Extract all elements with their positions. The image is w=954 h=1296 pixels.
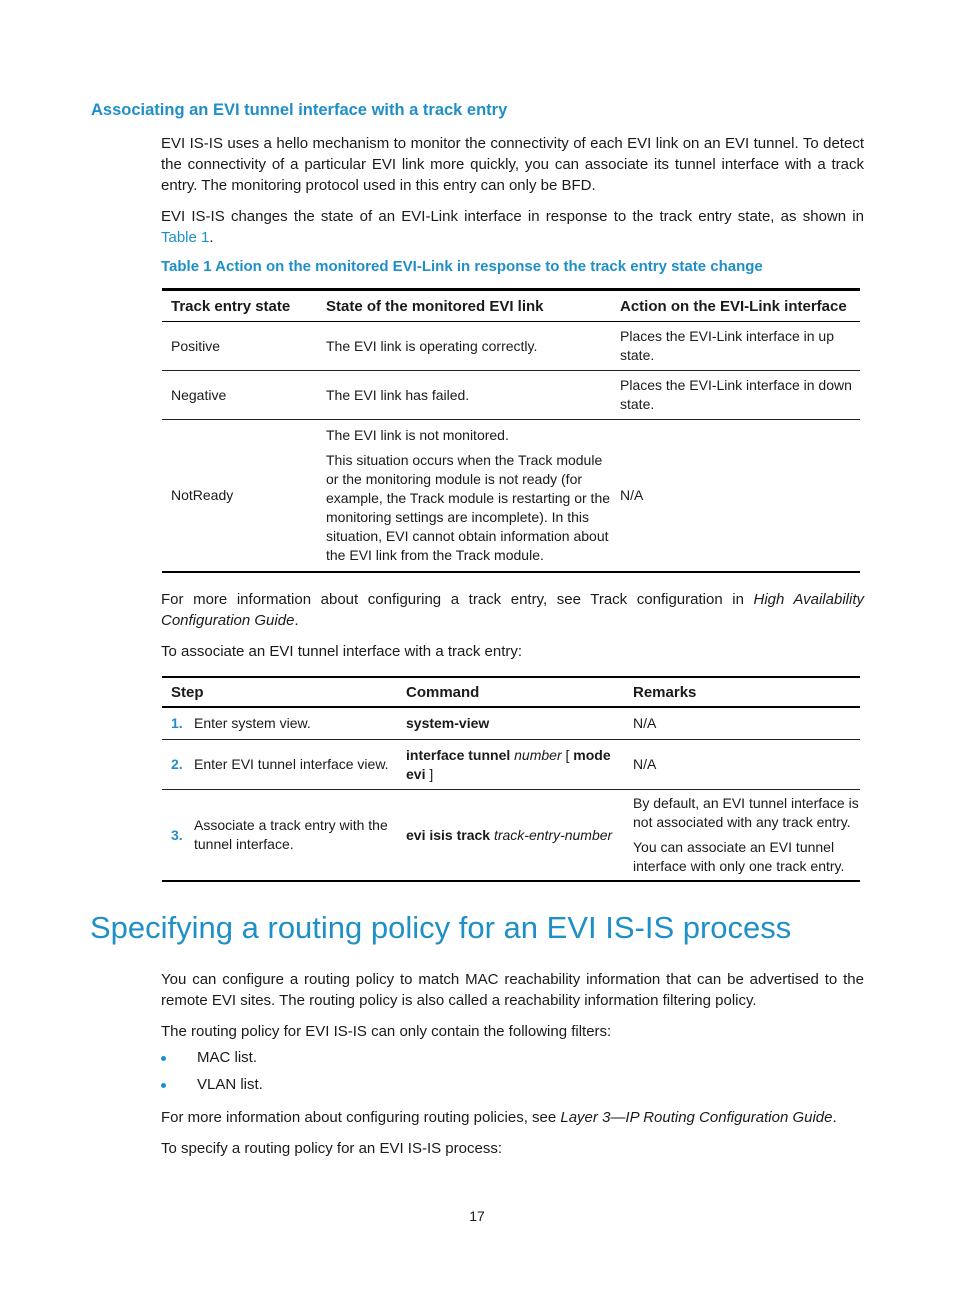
intro-paragraph-2 [161, 206, 864, 248]
cell-link-detail: This situation occurs when the Track module or the monitoring module is not ready (for example, the Track module is restarting or the monitoring settings are incomplete). In this situation, EVI cannot obtain information about the EVI link from the Track module. [326, 452, 611, 563]
page-number: 17 [469, 1208, 485, 1224]
command-cell [397, 826, 624, 845]
remarks-default: By default, an EVI tunnel interface is not associated with any track entry. [633, 795, 859, 830]
header-action: Action on the EVI-Link interface [620, 297, 847, 315]
step-number: 2. [171, 756, 183, 772]
policy-paragraph-3-end: . [832, 1109, 837, 1126]
command-keyword-2: mode evi [406, 746, 611, 782]
to-associate-paragraph: To associate an EVI tunnel interface with a track entry: [161, 643, 523, 660]
policy-paragraph-3-text: For more information about configuring routing policies, see [161, 1109, 561, 1126]
table-row [162, 322, 860, 371]
table-row [162, 790, 860, 882]
more-info-paragraph [161, 589, 864, 631]
cell-action: Places the EVI-Link interface in down state. [620, 377, 852, 412]
list-item-text: VLAN list. [197, 1076, 263, 1093]
header-track-entry-state: Track entry state [171, 297, 291, 315]
command-keyword: interface tunnel [406, 746, 511, 763]
cell-action: N/A [620, 487, 644, 503]
cell-link-summary: The EVI link is not monitored. [326, 427, 509, 443]
table1-link[interactable]: Table 1 [161, 229, 210, 246]
header-link-state: State of the monitored EVI link [326, 297, 544, 315]
list-item [161, 1049, 461, 1069]
header-command: Command [406, 683, 480, 701]
step-text: Associate a track entry with the tunnel interface. [194, 817, 388, 852]
policy-paragraph-3 [161, 1107, 864, 1128]
intro-paragraph-2-text: EVI IS-IS changes the state of an EVI-Link interface in response to the track entry state, as shown in [161, 208, 864, 225]
track-state-table [162, 288, 860, 573]
policy-paragraph-2: The routing policy for EVI IS-IS can only contain the following filters: [161, 1023, 612, 1040]
step-text: Enter system view. [194, 715, 311, 731]
main-heading: Specifying a routing policy for an EVI IS-IS process [90, 910, 792, 945]
remarks-cell: N/A [633, 756, 657, 772]
cell-state: Positive [171, 337, 221, 354]
step-number: 3. [171, 826, 183, 843]
command-keyword: system-view [406, 715, 490, 731]
table-row [162, 420, 860, 573]
more-info-text: For more information about configuring a track entry, see Track configuration in [161, 591, 754, 608]
cell-link: The EVI link has failed. [326, 386, 470, 403]
steps-table [162, 676, 860, 882]
header-step: Step [171, 683, 204, 701]
table-row [162, 708, 860, 740]
command-bracket-open: [ [565, 746, 570, 763]
remarks-cell: N/A [633, 715, 657, 731]
more-info-end: . [294, 612, 299, 629]
bullet-icon [161, 1056, 166, 1061]
table1-caption: Table 1 Action on the monitored EVI-Link in response to the track entry state change [161, 258, 763, 275]
cell-state: Negative [171, 386, 227, 403]
cell-state: NotReady [171, 487, 234, 503]
section-heading: Associating an EVI tunnel interface with a track entry [91, 101, 508, 119]
table-header-row [162, 678, 860, 708]
list-item-text: MAC list. [197, 1049, 257, 1066]
command-cell [397, 714, 624, 733]
cell-link: The EVI link is operating correctly. [326, 337, 538, 354]
intro-paragraph-2-end: . [209, 229, 214, 246]
step-text: Enter EVI tunnel interface view. [194, 756, 389, 772]
remarks-note: You can associate an EVI tunnel interface with only one track entry. [633, 839, 845, 874]
table-row [162, 740, 860, 790]
bullet-icon [161, 1083, 166, 1088]
step-number: 1. [171, 715, 183, 731]
policy-paragraph-1: You can configure a routing policy to match MAC reachability information that can be advertised to the remote EVI sites. The routing policy is also called a reachability information filtering policy. [161, 971, 864, 1009]
command-bracket-close: ] [429, 765, 434, 782]
policy-guide: Layer 3—IP Routing Configuration Guide [560, 1109, 833, 1126]
cell-action: Places the EVI-Link interface in up state. [620, 328, 835, 363]
intro-paragraph-1: EVI IS-IS uses a hello mechanism to monitor the connectivity of each EVI link on an EVI tunnel. To detect the connectivity of a particular EVI link more quickly, you can associate its tunnel interface with a track entry. The monitoring protocol used in this entry can only be BFD. [161, 135, 864, 194]
table-header-row [162, 291, 860, 322]
table-row [162, 371, 860, 420]
command-cell [397, 746, 624, 784]
header-remarks: Remarks [633, 683, 697, 701]
command-argument: track-entry-number [493, 826, 613, 843]
command-keyword: evi isis track [406, 826, 491, 843]
remarks-cell [624, 794, 860, 876]
list-item [161, 1076, 461, 1096]
more-info-guide: High Availability Configuration Guide [161, 591, 864, 629]
command-argument: number [514, 746, 562, 763]
policy-paragraph-4: To specify a routing policy for an EVI IS-IS process: [161, 1140, 502, 1157]
cell-link [317, 426, 611, 565]
